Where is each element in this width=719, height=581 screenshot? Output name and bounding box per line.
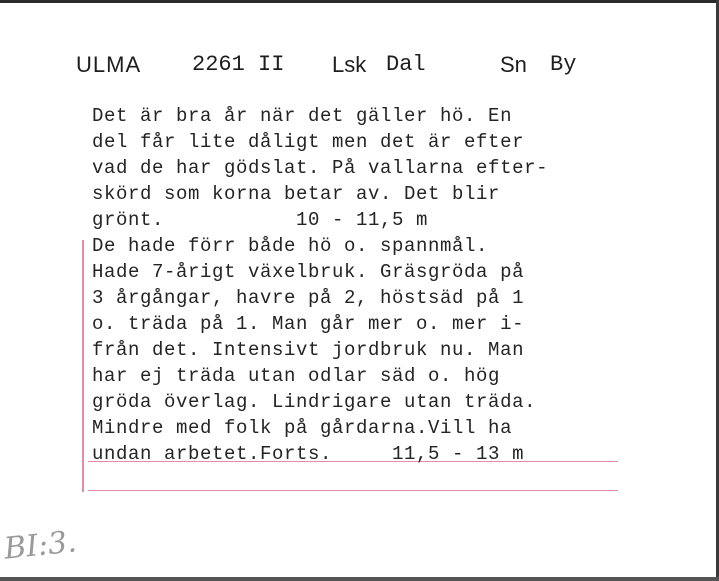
text-line: Mindre med folk på gårdarna.Vill ha [92,417,513,439]
card-edge-bottom [0,577,719,581]
card-edge-top [0,0,719,3]
header-number: 2261 II [192,52,285,77]
text-line: har ej träda utan odlar säd o. hög [92,365,501,387]
text-line: De hade förr både hö o. spannmål. [92,235,489,257]
text-line: del får lite dåligt men det är efter [92,131,525,153]
header-sn-label: Sn [500,52,527,77]
header-lsk-value: Dal [386,52,426,77]
text-line: o. träda på 1. Man går mer o. mer i- [92,313,525,335]
text-line: Det är bra år när det gäller hö. En [92,105,513,127]
header-sn-value: By [550,52,577,77]
text-line: grönt. 10 - 11,5 m [92,209,429,231]
text-line: vad de har gödslat. På vallarna efter- [92,157,549,179]
header-place: ULMA [76,52,142,77]
text-line: Hade 7-årigt växelbruk. Gräsgröda på [92,261,525,283]
margin-line [82,240,84,492]
text-line: undan arbetet.Forts. 11,5 - 13 m [92,443,525,465]
header-lsk-label: Lsk [332,52,367,77]
ruled-line [88,490,618,491]
text-line: från det. Intensivt jordbruk nu. Man [92,339,525,361]
handwritten-stamp: BI:3. [2,524,79,567]
text-line: gröda överlag. Lindrigare utan träda. [92,391,537,413]
text-line: skörd som korna betar av. Det blir [92,183,501,205]
text-line: 3 årgångar, havre på 2, höstsäd på 1 [92,287,525,309]
